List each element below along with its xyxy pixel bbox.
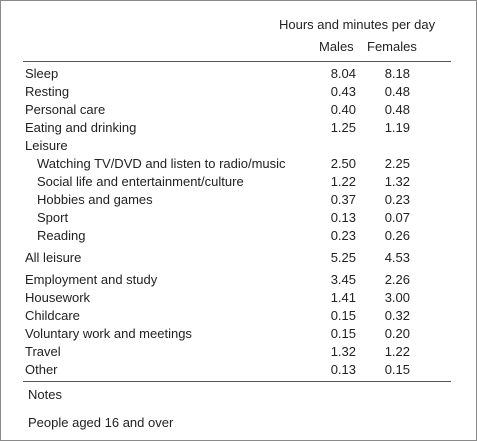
table-row: [1, 227, 476, 245]
row-label: Social life and entertainment/culture: [37, 174, 244, 189]
table-row: [1, 191, 476, 209]
row-label: Hobbies and games: [37, 192, 153, 207]
females-value: 1.19: [384, 120, 410, 135]
table-row: [1, 271, 476, 289]
males-value: 2.50: [330, 156, 356, 171]
row-label: Eating and drinking: [25, 120, 137, 135]
males-value: 0.23: [330, 228, 356, 243]
table-row: [1, 83, 476, 101]
column-header-males: Males: [319, 39, 354, 54]
table-row: [1, 209, 476, 227]
females-value: 1.32: [384, 174, 410, 189]
females-value: 1.22: [384, 344, 410, 359]
table-row: [1, 361, 476, 379]
table-row: [1, 289, 476, 307]
males-value: 1.25: [330, 120, 356, 135]
males-value: 0.13: [330, 362, 356, 377]
females-value: 3.00: [384, 290, 410, 305]
table-row: [1, 119, 476, 137]
table-title: Hours and minutes per day: [279, 17, 436, 32]
males-value: 8.04: [330, 66, 356, 81]
table-row: [1, 101, 476, 119]
males-value: 0.43: [330, 84, 356, 99]
row-label: Other: [25, 362, 58, 377]
females-value: 0.15: [384, 362, 410, 377]
females-value: 0.48: [384, 102, 410, 117]
table-row: [1, 173, 476, 191]
row-label: Leisure: [25, 138, 68, 153]
females-value: 0.23: [384, 192, 410, 207]
table-row: [1, 137, 476, 155]
females-value: 0.48: [384, 84, 410, 99]
row-label: Childcare: [25, 308, 80, 323]
males-value: 5.25: [330, 250, 356, 265]
males-value: 1.32: [330, 344, 356, 359]
table-row: [1, 65, 476, 83]
females-value: 2.26: [384, 272, 410, 287]
table-row: [1, 155, 476, 173]
females-value: 2.25: [384, 156, 410, 171]
males-value: 0.37: [330, 192, 356, 207]
table-row: [1, 343, 476, 361]
females-value: 0.32: [384, 308, 410, 323]
row-label: Sport: [37, 210, 69, 225]
row-label: All leisure: [25, 250, 82, 265]
row-label: Reading: [37, 228, 86, 243]
row-label: Employment and study: [25, 272, 158, 287]
table-row: [1, 325, 476, 343]
notes-text: People aged 16 and over: [28, 415, 174, 430]
table-row: [1, 307, 476, 325]
females-value: 0.26: [384, 228, 410, 243]
males-value: 0.15: [330, 326, 356, 341]
males-value: 0.13: [330, 210, 356, 225]
males-value: 0.40: [330, 102, 356, 117]
males-value: 0.15: [330, 308, 356, 323]
table-row: [1, 249, 476, 267]
row-label: Travel: [25, 344, 61, 359]
males-value: 3.45: [330, 272, 356, 287]
header-divider: [23, 61, 451, 62]
column-header-females: Females: [367, 39, 417, 54]
females-value: 4.53: [384, 250, 410, 265]
row-label: Housework: [25, 290, 91, 305]
males-value: 1.22: [330, 174, 356, 189]
females-value: 0.07: [384, 210, 410, 225]
row-label: Sleep: [25, 66, 59, 81]
females-value: 8.18: [384, 66, 410, 81]
females-value: 0.20: [384, 326, 410, 341]
row-label: Resting: [25, 84, 70, 99]
row-label: Watching TV/DVD and listen to radio/music: [37, 156, 286, 171]
row-label: Voluntary work and meetings: [25, 326, 192, 341]
notes-divider: [23, 381, 451, 382]
row-label: Personal care: [25, 102, 106, 117]
males-value: 1.41: [330, 290, 356, 305]
notes-heading: Notes: [28, 387, 62, 402]
